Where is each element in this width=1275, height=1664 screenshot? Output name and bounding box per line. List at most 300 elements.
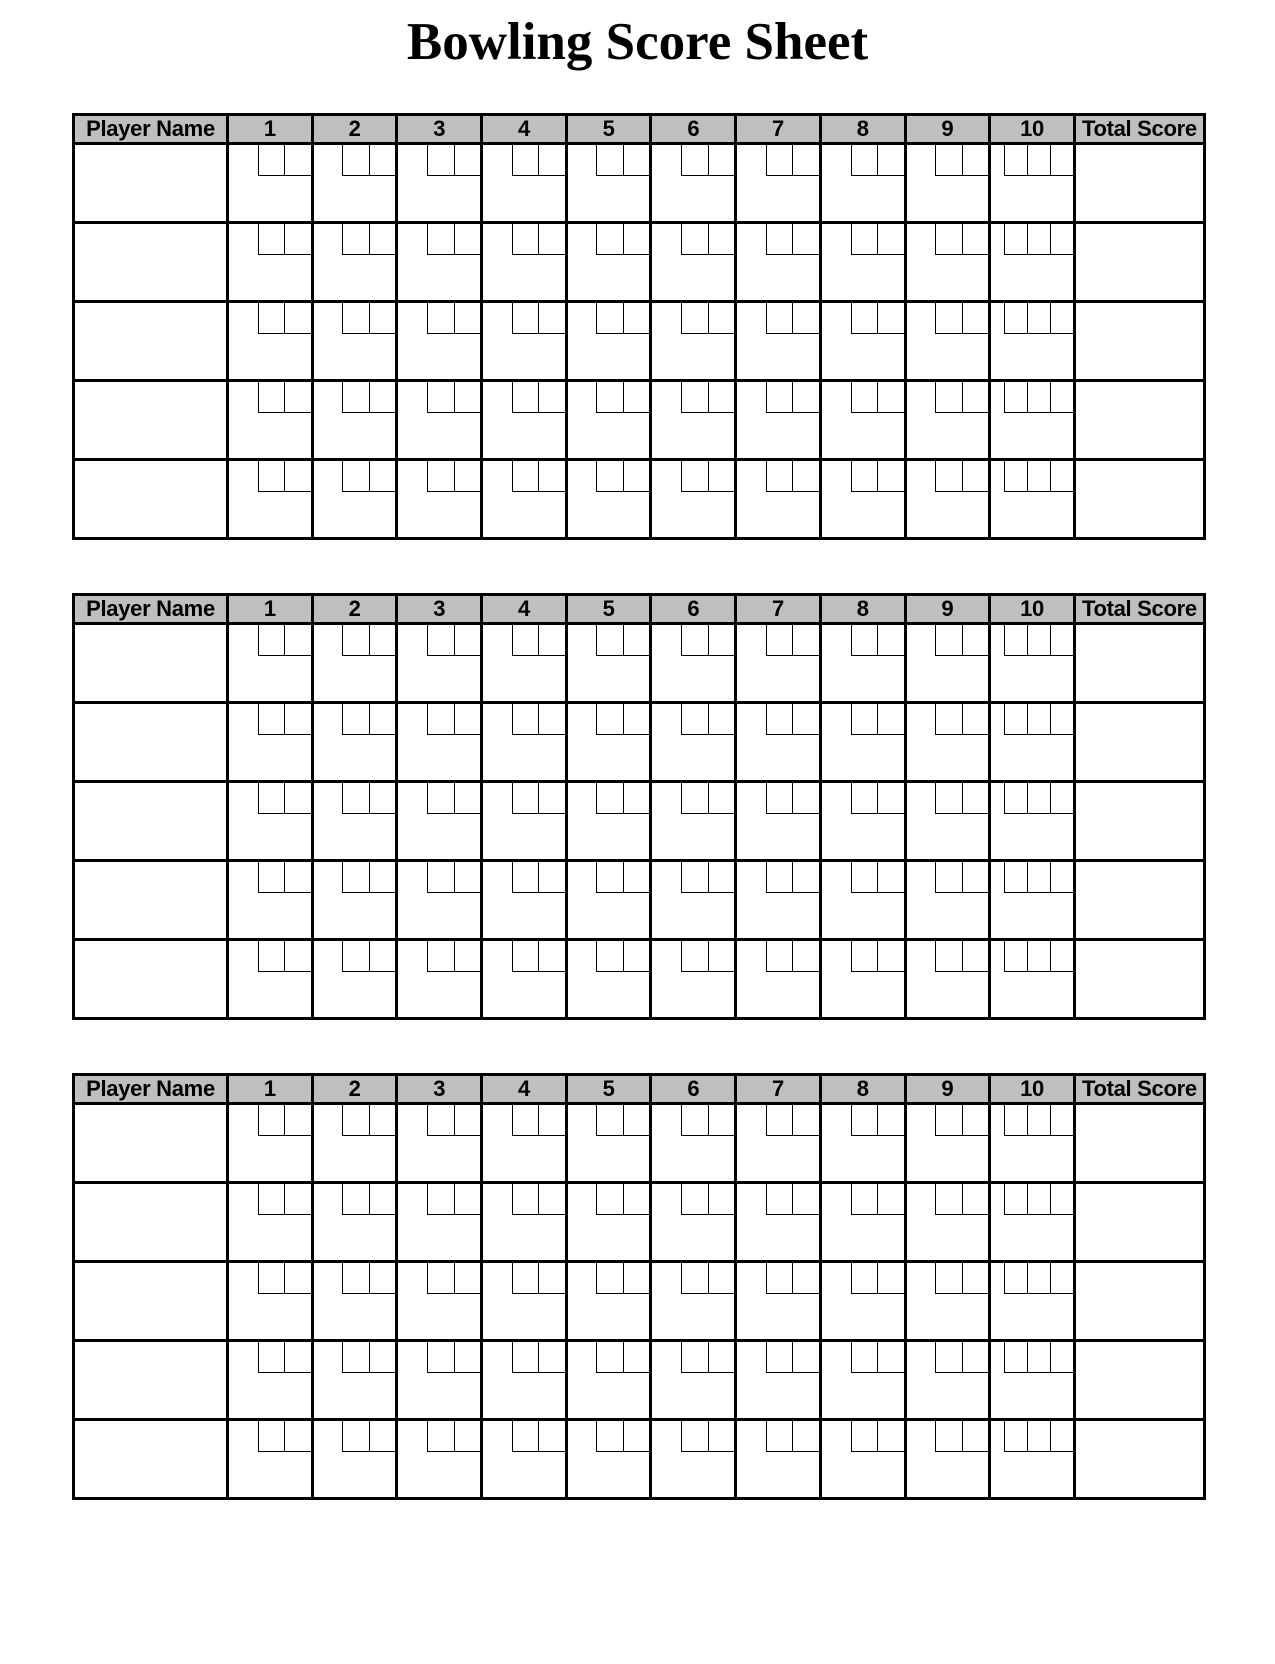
frame-8-cell[interactable]: [820, 223, 905, 302]
throw-score-box[interactable]: [284, 1342, 311, 1373]
frame-4-cell[interactable]: [482, 861, 567, 940]
frame-8-cell[interactable]: [820, 1104, 905, 1183]
throw-score-box[interactable]: [1050, 1184, 1073, 1215]
frame-6-cell[interactable]: [651, 460, 736, 539]
throw-score-box[interactable]: [1027, 1105, 1050, 1136]
frame-6-cell[interactable]: [651, 302, 736, 381]
frame-4-cell[interactable]: [482, 1420, 567, 1499]
throw-score-box[interactable]: [512, 1184, 539, 1215]
throw-score-box[interactable]: [851, 382, 878, 413]
throw-score-box[interactable]: [681, 1342, 708, 1373]
throw-score-box[interactable]: [681, 1263, 708, 1294]
frame-5-cell[interactable]: [566, 624, 651, 703]
frame-5-cell[interactable]: [566, 144, 651, 223]
throw-score-box[interactable]: [454, 704, 481, 735]
frame-1-cell[interactable]: [228, 1262, 313, 1341]
frame-4-cell[interactable]: [482, 460, 567, 539]
throw-score-box[interactable]: [454, 1342, 481, 1373]
throw-score-box[interactable]: [596, 862, 623, 893]
throw-score-box[interactable]: [454, 303, 481, 334]
throw-score-box[interactable]: [877, 1342, 904, 1373]
throw-score-box[interactable]: [369, 941, 396, 972]
frame-3-cell[interactable]: [397, 460, 482, 539]
frame-7-cell[interactable]: [736, 1262, 821, 1341]
throw-score-box[interactable]: [454, 1421, 481, 1452]
throw-score-box[interactable]: [766, 1105, 793, 1136]
player-name-cell[interactable]: [74, 624, 228, 703]
frame-7-cell[interactable]: [736, 144, 821, 223]
throw-score-box[interactable]: [623, 145, 650, 176]
throw-score-box[interactable]: [284, 941, 311, 972]
throw-score-box[interactable]: [623, 461, 650, 492]
player-name-cell[interactable]: [74, 782, 228, 861]
throw-score-box[interactable]: [1050, 625, 1073, 656]
throw-score-box[interactable]: [623, 224, 650, 255]
throw-score-box[interactable]: [681, 224, 708, 255]
throw-score-box[interactable]: [369, 303, 396, 334]
throw-score-box[interactable]: [935, 1184, 962, 1215]
frame-3-cell[interactable]: [397, 144, 482, 223]
throw-score-box[interactable]: [284, 625, 311, 656]
throw-score-box[interactable]: [342, 303, 369, 334]
frame-1-cell[interactable]: [228, 1341, 313, 1420]
throw-score-box[interactable]: [877, 1105, 904, 1136]
throw-score-box[interactable]: [1027, 625, 1050, 656]
frame-1-cell[interactable]: [228, 302, 313, 381]
frame-6-cell[interactable]: [651, 940, 736, 1019]
throw-score-box[interactable]: [538, 862, 565, 893]
frame-3-cell[interactable]: [397, 1104, 482, 1183]
frame-4-cell[interactable]: [482, 1262, 567, 1341]
throw-score-box[interactable]: [1050, 145, 1073, 176]
throw-score-box[interactable]: [792, 704, 819, 735]
throw-score-box[interactable]: [512, 303, 539, 334]
frame-8-cell[interactable]: [820, 381, 905, 460]
throw-score-box[interactable]: [342, 382, 369, 413]
frame-4-cell[interactable]: [482, 144, 567, 223]
throw-score-box[interactable]: [454, 1105, 481, 1136]
throw-score-box[interactable]: [877, 145, 904, 176]
frame-10-cell[interactable]: [990, 223, 1075, 302]
throw-score-box[interactable]: [512, 224, 539, 255]
throw-score-box[interactable]: [623, 382, 650, 413]
throw-score-box[interactable]: [962, 704, 989, 735]
throw-score-box[interactable]: [342, 145, 369, 176]
frame-1-cell[interactable]: [228, 1183, 313, 1262]
throw-score-box[interactable]: [1027, 862, 1050, 893]
throw-score-box[interactable]: [284, 303, 311, 334]
throw-score-box[interactable]: [454, 461, 481, 492]
player-name-cell[interactable]: [74, 1341, 228, 1420]
throw-score-box[interactable]: [792, 1184, 819, 1215]
frame-8-cell[interactable]: [820, 624, 905, 703]
player-name-cell[interactable]: [74, 1262, 228, 1341]
throw-score-box[interactable]: [538, 941, 565, 972]
throw-score-box[interactable]: [962, 1105, 989, 1136]
throw-score-box[interactable]: [427, 461, 454, 492]
frame-1-cell[interactable]: [228, 703, 313, 782]
throw-score-box[interactable]: [596, 1342, 623, 1373]
frame-9-cell[interactable]: [905, 1183, 990, 1262]
throw-score-box[interactable]: [342, 704, 369, 735]
frame-9-cell[interactable]: [905, 703, 990, 782]
throw-score-box[interactable]: [708, 625, 735, 656]
throw-score-box[interactable]: [962, 382, 989, 413]
frame-8-cell[interactable]: [820, 1341, 905, 1420]
throw-score-box[interactable]: [342, 461, 369, 492]
frame-1-cell[interactable]: [228, 381, 313, 460]
frame-7-cell[interactable]: [736, 782, 821, 861]
throw-score-box[interactable]: [284, 461, 311, 492]
throw-score-box[interactable]: [427, 145, 454, 176]
throw-score-box[interactable]: [935, 783, 962, 814]
throw-score-box[interactable]: [792, 382, 819, 413]
throw-score-box[interactable]: [342, 625, 369, 656]
throw-score-box[interactable]: [1004, 625, 1027, 656]
throw-score-box[interactable]: [962, 941, 989, 972]
throw-score-box[interactable]: [766, 303, 793, 334]
frame-6-cell[interactable]: [651, 223, 736, 302]
throw-score-box[interactable]: [454, 224, 481, 255]
frame-7-cell[interactable]: [736, 703, 821, 782]
throw-score-box[interactable]: [708, 1263, 735, 1294]
throw-score-box[interactable]: [708, 1105, 735, 1136]
throw-score-box[interactable]: [1004, 382, 1027, 413]
throw-score-box[interactable]: [427, 303, 454, 334]
throw-score-box[interactable]: [1050, 1342, 1073, 1373]
frame-9-cell[interactable]: [905, 624, 990, 703]
throw-score-box[interactable]: [1004, 941, 1027, 972]
throw-score-box[interactable]: [1004, 783, 1027, 814]
throw-score-box[interactable]: [427, 1263, 454, 1294]
throw-score-box[interactable]: [258, 303, 285, 334]
frame-7-cell[interactable]: [736, 940, 821, 1019]
throw-score-box[interactable]: [284, 1184, 311, 1215]
throw-score-box[interactable]: [369, 625, 396, 656]
throw-score-box[interactable]: [258, 1105, 285, 1136]
throw-score-box[interactable]: [1004, 145, 1027, 176]
throw-score-box[interactable]: [596, 704, 623, 735]
throw-score-box[interactable]: [766, 704, 793, 735]
throw-score-box[interactable]: [258, 461, 285, 492]
throw-score-box[interactable]: [454, 1263, 481, 1294]
throw-score-box[interactable]: [1050, 1105, 1073, 1136]
frame-9-cell[interactable]: [905, 1262, 990, 1341]
throw-score-box[interactable]: [877, 783, 904, 814]
frame-5-cell[interactable]: [566, 1420, 651, 1499]
throw-score-box[interactable]: [284, 862, 311, 893]
throw-score-box[interactable]: [851, 941, 878, 972]
player-name-cell[interactable]: [74, 460, 228, 539]
throw-score-box[interactable]: [284, 382, 311, 413]
frame-1-cell[interactable]: [228, 782, 313, 861]
total-score-cell[interactable]: [1074, 1104, 1204, 1183]
throw-score-box[interactable]: [454, 862, 481, 893]
throw-score-box[interactable]: [877, 941, 904, 972]
frame-10-cell[interactable]: [990, 861, 1075, 940]
throw-score-box[interactable]: [851, 1421, 878, 1452]
frame-6-cell[interactable]: [651, 1341, 736, 1420]
frame-2-cell[interactable]: [312, 223, 397, 302]
throw-score-box[interactable]: [538, 303, 565, 334]
frame-5-cell[interactable]: [566, 1183, 651, 1262]
throw-score-box[interactable]: [454, 382, 481, 413]
throw-score-box[interactable]: [877, 382, 904, 413]
throw-score-box[interactable]: [708, 862, 735, 893]
throw-score-box[interactable]: [681, 1421, 708, 1452]
frame-2-cell[interactable]: [312, 782, 397, 861]
frame-3-cell[interactable]: [397, 302, 482, 381]
frame-10-cell[interactable]: [990, 1262, 1075, 1341]
throw-score-box[interactable]: [538, 1263, 565, 1294]
throw-score-box[interactable]: [708, 941, 735, 972]
frame-9-cell[interactable]: [905, 1104, 990, 1183]
frame-3-cell[interactable]: [397, 782, 482, 861]
throw-score-box[interactable]: [766, 783, 793, 814]
throw-score-box[interactable]: [512, 382, 539, 413]
throw-score-box[interactable]: [342, 1184, 369, 1215]
throw-score-box[interactable]: [258, 382, 285, 413]
total-score-cell[interactable]: [1074, 1420, 1204, 1499]
throw-score-box[interactable]: [1004, 224, 1027, 255]
throw-score-box[interactable]: [1027, 382, 1050, 413]
throw-score-box[interactable]: [538, 382, 565, 413]
total-score-cell[interactable]: [1074, 460, 1204, 539]
total-score-cell[interactable]: [1074, 782, 1204, 861]
throw-score-box[interactable]: [851, 625, 878, 656]
frame-6-cell[interactable]: [651, 1104, 736, 1183]
throw-score-box[interactable]: [1004, 1184, 1027, 1215]
throw-score-box[interactable]: [935, 941, 962, 972]
frame-1-cell[interactable]: [228, 861, 313, 940]
throw-score-box[interactable]: [877, 224, 904, 255]
throw-score-box[interactable]: [962, 224, 989, 255]
throw-score-box[interactable]: [1004, 1105, 1027, 1136]
throw-score-box[interactable]: [935, 625, 962, 656]
throw-score-box[interactable]: [512, 941, 539, 972]
total-score-cell[interactable]: [1074, 940, 1204, 1019]
throw-score-box[interactable]: [1050, 461, 1073, 492]
frame-5-cell[interactable]: [566, 302, 651, 381]
throw-score-box[interactable]: [935, 145, 962, 176]
throw-score-box[interactable]: [962, 461, 989, 492]
throw-score-box[interactable]: [284, 704, 311, 735]
throw-score-box[interactable]: [623, 941, 650, 972]
frame-1-cell[interactable]: [228, 1104, 313, 1183]
throw-score-box[interactable]: [851, 1105, 878, 1136]
frame-9-cell[interactable]: [905, 381, 990, 460]
throw-score-box[interactable]: [369, 1342, 396, 1373]
throw-score-box[interactable]: [258, 1342, 285, 1373]
frame-10-cell[interactable]: [990, 302, 1075, 381]
frame-10-cell[interactable]: [990, 144, 1075, 223]
frame-1-cell[interactable]: [228, 940, 313, 1019]
total-score-cell[interactable]: [1074, 381, 1204, 460]
frame-7-cell[interactable]: [736, 1183, 821, 1262]
throw-score-box[interactable]: [851, 862, 878, 893]
frame-10-cell[interactable]: [990, 703, 1075, 782]
frame-10-cell[interactable]: [990, 1183, 1075, 1262]
throw-score-box[interactable]: [369, 783, 396, 814]
throw-score-box[interactable]: [877, 303, 904, 334]
throw-score-box[interactable]: [792, 145, 819, 176]
throw-score-box[interactable]: [962, 1342, 989, 1373]
throw-score-box[interactable]: [1004, 704, 1027, 735]
throw-score-box[interactable]: [962, 1184, 989, 1215]
throw-score-box[interactable]: [935, 1421, 962, 1452]
frame-2-cell[interactable]: [312, 1341, 397, 1420]
throw-score-box[interactable]: [851, 1184, 878, 1215]
throw-score-box[interactable]: [1027, 1421, 1050, 1452]
throw-score-box[interactable]: [512, 145, 539, 176]
throw-score-box[interactable]: [1050, 1263, 1073, 1294]
throw-score-box[interactable]: [596, 1184, 623, 1215]
total-score-cell[interactable]: [1074, 144, 1204, 223]
throw-score-box[interactable]: [258, 704, 285, 735]
throw-score-box[interactable]: [935, 704, 962, 735]
throw-score-box[interactable]: [454, 145, 481, 176]
throw-score-box[interactable]: [342, 941, 369, 972]
throw-score-box[interactable]: [538, 625, 565, 656]
throw-score-box[interactable]: [766, 1263, 793, 1294]
throw-score-box[interactable]: [342, 862, 369, 893]
frame-2-cell[interactable]: [312, 460, 397, 539]
total-score-cell[interactable]: [1074, 1341, 1204, 1420]
frame-5-cell[interactable]: [566, 223, 651, 302]
throw-score-box[interactable]: [1027, 145, 1050, 176]
frame-1-cell[interactable]: [228, 624, 313, 703]
throw-score-box[interactable]: [512, 1342, 539, 1373]
throw-score-box[interactable]: [1050, 704, 1073, 735]
frame-7-cell[interactable]: [736, 1104, 821, 1183]
throw-score-box[interactable]: [342, 224, 369, 255]
throw-score-box[interactable]: [766, 1342, 793, 1373]
throw-score-box[interactable]: [962, 783, 989, 814]
frame-4-cell[interactable]: [482, 381, 567, 460]
frame-2-cell[interactable]: [312, 1262, 397, 1341]
frame-8-cell[interactable]: [820, 782, 905, 861]
throw-score-box[interactable]: [1027, 941, 1050, 972]
throw-score-box[interactable]: [851, 1342, 878, 1373]
throw-score-box[interactable]: [538, 1184, 565, 1215]
frame-7-cell[interactable]: [736, 460, 821, 539]
throw-score-box[interactable]: [1027, 704, 1050, 735]
frame-3-cell[interactable]: [397, 861, 482, 940]
throw-score-box[interactable]: [681, 461, 708, 492]
throw-score-box[interactable]: [258, 145, 285, 176]
throw-score-box[interactable]: [512, 862, 539, 893]
frame-10-cell[interactable]: [990, 381, 1075, 460]
throw-score-box[interactable]: [538, 461, 565, 492]
throw-score-box[interactable]: [1027, 461, 1050, 492]
frame-2-cell[interactable]: [312, 144, 397, 223]
throw-score-box[interactable]: [623, 1105, 650, 1136]
throw-score-box[interactable]: [766, 625, 793, 656]
frame-8-cell[interactable]: [820, 144, 905, 223]
throw-score-box[interactable]: [1050, 303, 1073, 334]
throw-score-box[interactable]: [342, 1421, 369, 1452]
throw-score-box[interactable]: [369, 862, 396, 893]
frame-2-cell[interactable]: [312, 302, 397, 381]
throw-score-box[interactable]: [258, 783, 285, 814]
throw-score-box[interactable]: [538, 783, 565, 814]
throw-score-box[interactable]: [708, 303, 735, 334]
frame-6-cell[interactable]: [651, 1262, 736, 1341]
throw-score-box[interactable]: [935, 224, 962, 255]
throw-score-box[interactable]: [708, 704, 735, 735]
throw-score-box[interactable]: [1004, 1421, 1027, 1452]
throw-score-box[interactable]: [427, 1342, 454, 1373]
frame-1-cell[interactable]: [228, 1420, 313, 1499]
throw-score-box[interactable]: [1027, 224, 1050, 255]
frame-4-cell[interactable]: [482, 1104, 567, 1183]
throw-score-box[interactable]: [1050, 382, 1073, 413]
throw-score-box[interactable]: [596, 625, 623, 656]
frame-6-cell[interactable]: [651, 1420, 736, 1499]
frame-4-cell[interactable]: [482, 1341, 567, 1420]
throw-score-box[interactable]: [708, 1342, 735, 1373]
frame-7-cell[interactable]: [736, 381, 821, 460]
throw-score-box[interactable]: [258, 1263, 285, 1294]
throw-score-box[interactable]: [1004, 303, 1027, 334]
throw-score-box[interactable]: [1050, 783, 1073, 814]
throw-score-box[interactable]: [258, 862, 285, 893]
throw-score-box[interactable]: [792, 1342, 819, 1373]
frame-3-cell[interactable]: [397, 703, 482, 782]
throw-score-box[interactable]: [369, 461, 396, 492]
frame-4-cell[interactable]: [482, 782, 567, 861]
frame-9-cell[interactable]: [905, 302, 990, 381]
frame-5-cell[interactable]: [566, 861, 651, 940]
throw-score-box[interactable]: [766, 862, 793, 893]
throw-score-box[interactable]: [427, 862, 454, 893]
frame-5-cell[interactable]: [566, 381, 651, 460]
frame-2-cell[interactable]: [312, 381, 397, 460]
throw-score-box[interactable]: [1027, 1342, 1050, 1373]
player-name-cell[interactable]: [74, 1183, 228, 1262]
throw-score-box[interactable]: [596, 303, 623, 334]
throw-score-box[interactable]: [596, 1263, 623, 1294]
frame-10-cell[interactable]: [990, 1341, 1075, 1420]
frame-2-cell[interactable]: [312, 1420, 397, 1499]
throw-score-box[interactable]: [1027, 1263, 1050, 1294]
throw-score-box[interactable]: [538, 145, 565, 176]
frame-10-cell[interactable]: [990, 1104, 1075, 1183]
throw-score-box[interactable]: [708, 224, 735, 255]
throw-score-box[interactable]: [512, 704, 539, 735]
frame-6-cell[interactable]: [651, 1183, 736, 1262]
throw-score-box[interactable]: [877, 862, 904, 893]
frame-6-cell[interactable]: [651, 703, 736, 782]
throw-score-box[interactable]: [258, 1421, 285, 1452]
player-name-cell[interactable]: [74, 940, 228, 1019]
throw-score-box[interactable]: [851, 145, 878, 176]
throw-score-box[interactable]: [596, 1421, 623, 1452]
frame-1-cell[interactable]: [228, 223, 313, 302]
throw-score-box[interactable]: [851, 461, 878, 492]
player-name-cell[interactable]: [74, 1104, 228, 1183]
player-name-cell[interactable]: [74, 223, 228, 302]
throw-score-box[interactable]: [1004, 1342, 1027, 1373]
frame-7-cell[interactable]: [736, 861, 821, 940]
throw-score-box[interactable]: [369, 1184, 396, 1215]
throw-score-box[interactable]: [284, 1421, 311, 1452]
frame-7-cell[interactable]: [736, 1341, 821, 1420]
frame-1-cell[interactable]: [228, 460, 313, 539]
frame-3-cell[interactable]: [397, 624, 482, 703]
player-name-cell[interactable]: [74, 381, 228, 460]
frame-3-cell[interactable]: [397, 223, 482, 302]
